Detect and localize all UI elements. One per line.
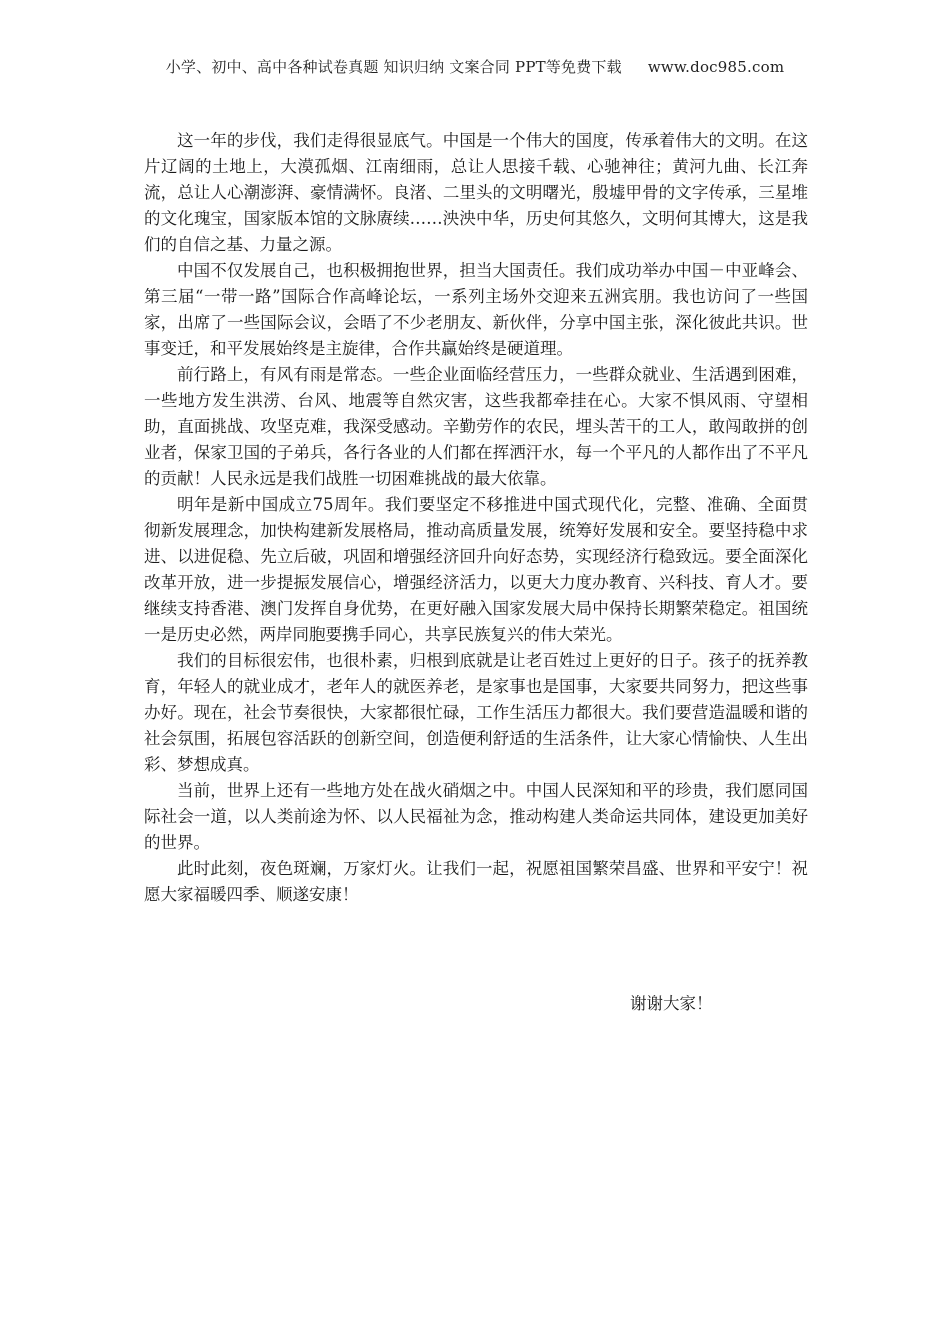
closing-line: 谢谢大家！ <box>630 994 713 1013</box>
document-body <box>144 128 808 908</box>
paragraph-1: 这一年的步伐，我们走得很显底气。中国是一个伟大的国度，传承着伟大的文明。在这片辽阔的土地上，大漠孤烟、江南细雨，总让人思接千载、心驰神往；黄河九曲、长江奔流，总让人心潮澎湃、豪情满怀。良渚、二里头的文明曙光，殷墟甲骨的文字传承，三星堆的文化瑰宝，国家版本馆的文脉赓续……泱泱中华，历史何其悠久，文明何其博大，这是我们的自信之基、力量之源。 <box>144 131 808 254</box>
paragraph-5: 我们的目标很宏伟，也很朴素，归根到底就是让老百姓过上更好的日子。孩子的抚养教育，年轻人的就业成才，老年人的就医养老，是家事也是国事，大家要共同努力，把这些事办好。现在，社会节奏很快，大家都很忙碌，工作生活压力都很大。我们要营造温暖和谐的社会氛围，拓展包容活跃的创新空间，创造便利舒适的生活条件，让大家心情愉快、人生出彩、梦想成真。 <box>144 651 808 774</box>
page-header <box>0 56 950 77</box>
paragraph-2: 中国不仅发展自己，也积极拥抱世界，担当大国责任。我们成功举办中国－中亚峰会、第三届“一带一路”国际合作高峰论坛，一系列主场外交迎来五洲宾朋。我也访问了一些国家，出席了一些国际会议，会晤了不少老朋友、新伙伴，分享中国主张，深化彼此共识。世事变迁，和平发展始终是主旋律，合作共赢始终是硬道理。 <box>144 261 808 358</box>
paragraph-6: 当前，世界上还有一些地方处在战火硝烟之中。中国人民深知和平的珍贵，我们愿同国际社会一道，以人类前途为怀、以人民福祉为念，推动构建人类命运共同体，建设更加美好的世界。 <box>144 781 808 852</box>
paragraph-7: 此时此刻，夜色斑斓，万家灯火。让我们一起，祝愿祖国繁荣昌盛、世界和平安宁！祝愿大家福暖四季、顺遂安康！ <box>144 859 808 904</box>
paragraph-4: 明年是新中国成立75周年。我们要坚定不移推进中国式现代化，完整、准确、全面贯彻新发展理念，加快构建新发展格局，推动高质量发展，统筹好发展和安全。要坚持稳中求进、以进促稳、先立后破，巩固和增强经济回升向好态势，实现经济行稳致远。要全面深化改革开放，进一步提振发展信心，增强经济活力，以更大力度办教育、兴科技、育人才。要继续支持香港、澳门发挥自身优势，在更好融入国家发展大局中保持长期繁荣稳定。祖国统一是历史必然，两岸同胞要携手同心，共享民族复兴的伟大荣光。 <box>144 495 808 644</box>
paragraph-3: 前行路上，有风有雨是常态。一些企业面临经营压力，一些群众就业、生活遇到困难，一些地方发生洪涝、台风、地震等自然灾害，这些我都牵挂在心。大家不惧风雨、守望相助，直面挑战、攻坚克难，我深受感动。辛勤劳作的农民，埋头苦干的工人，敢闯敢拼的创业者，保家卫国的子弟兵，各行各业的人们都在挥洒汗水，每一个平凡的人都作出了不平凡的贡献！人民永远是我们战胜一切困难挑战的最大依靠。 <box>144 365 808 488</box>
header-site: www.doc985.com <box>647 58 785 76</box>
header-text: 小学、初中、高中各种试卷真题 知识归纳 文案合同 PPT等免费下载 <box>165 58 622 76</box>
